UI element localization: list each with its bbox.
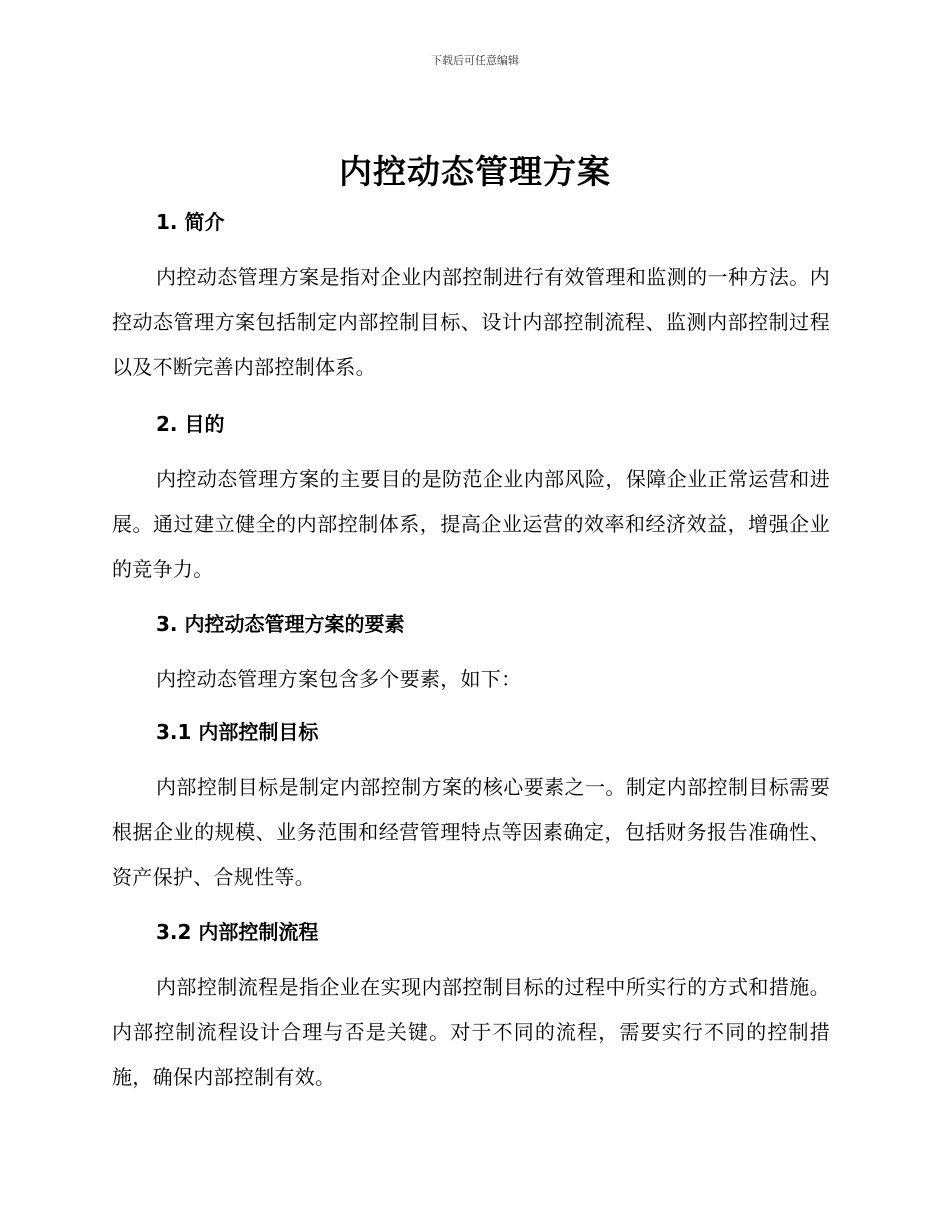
section-heading-introduction: 1. 简介	[156, 210, 225, 234]
section-paragraph-purpose: 内控动态管理方案的主要目的是防范企业内部风险，保障企业正常运营和进展。通过建立健全的内部控制体系，提高企业运营的效率和经济效益，增强企业的竞争力。	[112, 467, 830, 581]
section-paragraph-control-objectives: 内部控制目标是制定内部控制方案的核心要素之一。制定内部控制目标需要根据企业的规模、业务范围和经营管理特点等因素确定，包括财务报告准确性、资产保护、合规性等。	[112, 775, 830, 889]
page-header-note: 下载后可任意编辑	[431, 54, 519, 67]
section-paragraph-introduction: 内控动态管理方案是指对企业内部控制进行有效管理和监测的一种方法。内控动态管理方案包括制定内部控制目标、设计内部控制流程、监测内部控制过程以及不断完善内部控制体系。	[112, 265, 830, 379]
section-heading-control-objectives: 3.1 内部控制目标	[156, 720, 319, 744]
section-paragraph-elements: 内控动态管理方案包含多个要素，如下：	[156, 667, 522, 691]
section-heading-control-process: 3.2 内部控制流程	[156, 920, 319, 944]
section-heading-purpose: 2. 目的	[156, 412, 225, 436]
section-paragraph-control-process: 内部控制流程是指企业在实现内部控制目标的过程中所实行的方式和措施。内部控制流程设计合理与否是关键。对于不同的流程，需要实行不同的控制措施，确保内部控制有效。	[112, 975, 830, 1089]
document-title: 内控动态管理方案	[339, 152, 611, 191]
section-heading-elements: 3. 内控动态管理方案的要素	[156, 612, 405, 636]
document-body	[112, 202, 830, 1100]
